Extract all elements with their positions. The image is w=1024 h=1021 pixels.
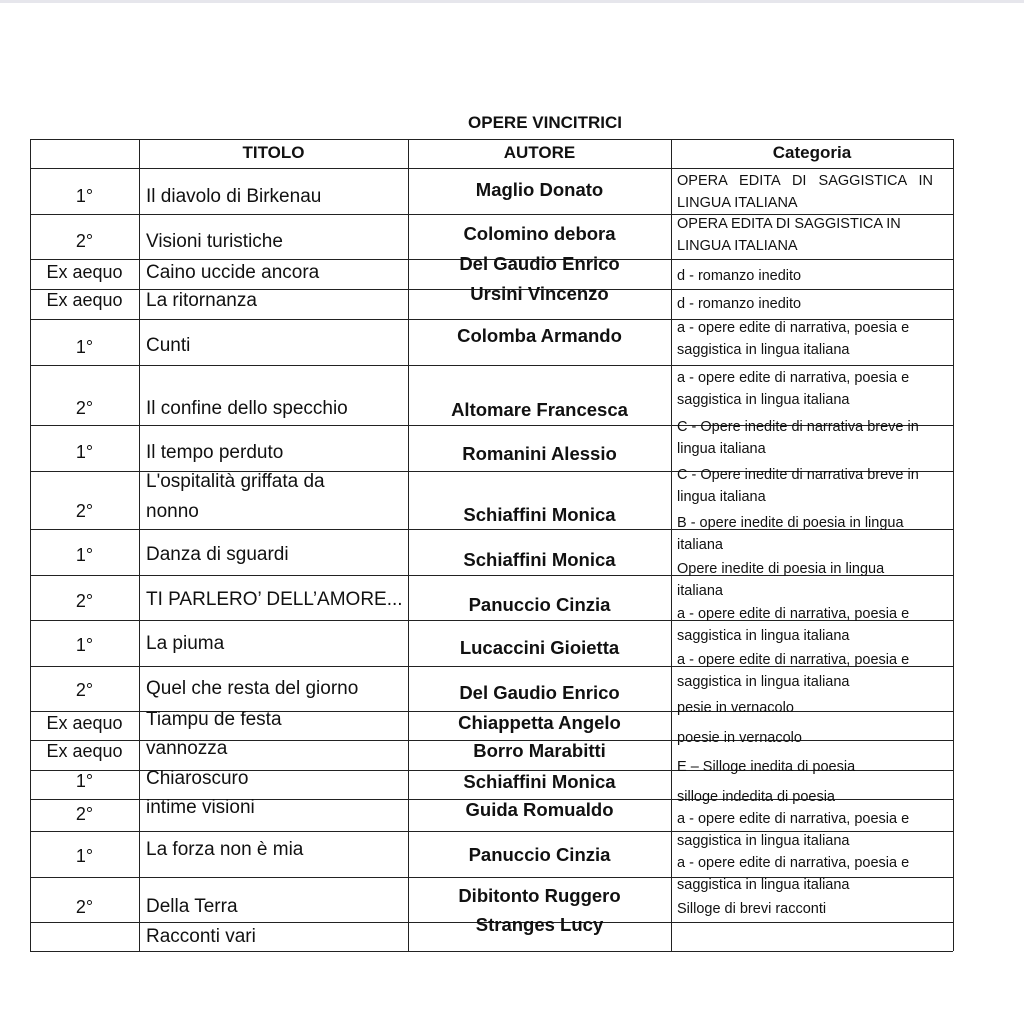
author-cell: Dibitonto Ruggero [458, 885, 621, 906]
author-cell: Del Gaudio Enrico [459, 253, 620, 274]
category-line: poesie in vernacolo [677, 730, 802, 746]
title-cell: La ritornanza [146, 290, 257, 311]
category-line: a - opere edite di narrativa, poesia e [677, 855, 910, 871]
top-border [0, 0, 1024, 3]
title-cell: La forza non è mia [146, 839, 304, 860]
author-cell: Lucaccini Gioietta [459, 637, 620, 658]
title-cell: vannozza [146, 738, 228, 759]
category-line: italiana [677, 583, 723, 599]
title-cell: Chiaroscuro [146, 768, 249, 789]
category-cell [677, 649, 909, 693]
category-line: a - opere edite di narrativa, poesia e [677, 320, 910, 336]
category-cell [677, 786, 835, 808]
author-cell: Schiaffini Monica [463, 771, 616, 792]
header-titolo: TITOLO [242, 143, 305, 162]
author-cell: Colomino debora [463, 223, 616, 244]
rank-cell: 1° [75, 771, 94, 791]
category-cell [677, 756, 855, 778]
category-line: silloge indedita di poesia [677, 789, 835, 805]
category-cell [677, 317, 909, 361]
author-cell: Colomba Armando [457, 325, 622, 346]
category-line: a - opere edite di narrativa, poesia e [677, 606, 910, 622]
category-line: saggistica in lingua italiana [677, 628, 850, 644]
title-cell: Cunti [146, 335, 191, 356]
rank-cell: Ex aequo [46, 262, 123, 282]
author-cell: Panuccio Cinzia [468, 594, 611, 615]
rank-cell: 2° [75, 398, 94, 418]
title-cell: Racconti vari [146, 926, 256, 947]
grid-line [30, 951, 953, 952]
author-cell: Romanini Alessio [462, 443, 617, 464]
category-line: E – Silloge inedita di poesia [677, 759, 856, 775]
category-line: Silloge di brevi racconti [677, 901, 827, 917]
rank-cell: Ex aequo [46, 741, 123, 761]
rank-cell: 1° [75, 337, 94, 357]
title-cell: Tiampu de festa [146, 709, 282, 730]
author-cell: Schiaffini Monica [463, 504, 616, 525]
category-cell [677, 416, 919, 460]
category-cell [677, 293, 801, 315]
category-line: d - romanzo inedito [677, 268, 802, 284]
category-line: saggistica in lingua italiana [677, 877, 850, 893]
title-cell: Della Terra [146, 896, 238, 917]
category-line: B - opere inedite di poesia in lingua [677, 515, 904, 531]
category-line: saggistica in lingua italiana [677, 342, 850, 358]
category-cell [677, 367, 909, 411]
author-cell: Del Gaudio Enrico [459, 682, 620, 703]
header-categoria: Categoria [772, 143, 852, 162]
rank-cell: 1° [75, 545, 94, 565]
category-line: LINGUA ITALIANA [677, 238, 798, 254]
author-cell: Ursini Vincenzo [470, 283, 609, 304]
title-cell: intime visioni [146, 797, 255, 818]
category-line: a - opere edite di narrativa, poesia e [677, 811, 910, 827]
rank-cell: Ex aequo [46, 290, 123, 310]
rank-cell: Ex aequo [46, 713, 123, 733]
title-cell: Danza di sguardi [146, 544, 289, 565]
title-cell: Il diavolo di Birkenau [146, 186, 322, 207]
author-cell: Stranges Lucy [475, 914, 604, 935]
category-line: lingua italiana [677, 441, 766, 457]
category-line: saggistica in lingua italiana [677, 392, 850, 408]
rank-cell: 2° [75, 897, 94, 917]
title-cell: Il tempo perduto [146, 442, 284, 463]
title-cell: L'ospitalità griffata da [146, 471, 325, 492]
page-title: OPERE VINCITRICI [468, 113, 622, 132]
category-cell [677, 512, 904, 556]
header-autore: AUTORE [503, 143, 576, 162]
author-cell: Maglio Donato [475, 179, 604, 200]
category-line: saggistica in lingua italiana [677, 833, 850, 849]
category-line: pesie in vernacolo [677, 700, 794, 716]
category-cell [677, 808, 909, 852]
category-line: lingua italiana [677, 489, 766, 505]
author-cell: Guida Romualdo [465, 799, 614, 820]
category-line: OPERA EDITA DI SAGGISTICA IN [677, 216, 901, 232]
category-cell [677, 898, 826, 920]
category-cell [677, 558, 884, 602]
category-line: LINGUA ITALIANA [677, 195, 798, 211]
category-line: C - Opere inedite di narrativa breve in [677, 467, 919, 483]
author-cell: Panuccio Cinzia [468, 844, 611, 865]
grid-line [139, 139, 140, 951]
rank-cell: 2° [75, 804, 94, 824]
category-line: C - Opere inedite di narrativa breve in [677, 419, 919, 435]
title-cell: La piuma [146, 633, 225, 654]
category-cell [677, 727, 802, 749]
category-line: a - opere edite di narrativa, poesia e [677, 652, 910, 668]
rank-cell: 2° [75, 591, 94, 611]
rank-cell: 2° [75, 231, 94, 251]
author-cell: Chiappetta Angelo [458, 712, 621, 733]
rank-cell: 1° [75, 846, 94, 866]
title-cell: TI PARLERO’ DELL’AMORE... [146, 589, 403, 610]
category-cell [677, 697, 794, 719]
title-cell: Il confine dello specchio [146, 398, 348, 419]
grid-line [139, 139, 953, 140]
category-line: d - romanzo inedito [677, 296, 802, 312]
grid-line [671, 139, 672, 951]
title-cell: Quel che resta del giorno [146, 678, 359, 699]
category-cell [677, 852, 909, 896]
grid-line [30, 139, 139, 140]
grid-line [30, 168, 953, 169]
category-cell [677, 170, 953, 214]
category-cell [677, 464, 919, 508]
category-line: italiana [677, 537, 723, 553]
category-line: OPERA EDITA DI SAGGISTICA IN [677, 173, 933, 189]
category-cell [677, 213, 901, 257]
category-line: Opere inedite di poesia in lingua [677, 561, 885, 577]
title-cell: Caino uccide ancora [146, 262, 320, 283]
author-cell: Altomare Francesca [451, 399, 628, 420]
category-cell [677, 265, 801, 287]
title-cell: nonno [146, 501, 199, 522]
rank-cell: 1° [75, 635, 94, 655]
category-line: saggistica in lingua italiana [677, 674, 850, 690]
title-cell: Visioni turistiche [146, 231, 283, 252]
author-cell: Borro Marabitti [473, 740, 606, 761]
author-cell: Schiaffini Monica [463, 549, 616, 570]
category-cell [677, 603, 909, 647]
rank-cell: 1° [75, 442, 94, 462]
category-line: a - opere edite di narrativa, poesia e [677, 370, 910, 386]
grid-line [30, 365, 953, 366]
rank-cell: 2° [75, 501, 94, 521]
rank-cell: 2° [75, 680, 94, 700]
rank-cell: 1° [75, 186, 94, 206]
grid-line [953, 139, 954, 951]
